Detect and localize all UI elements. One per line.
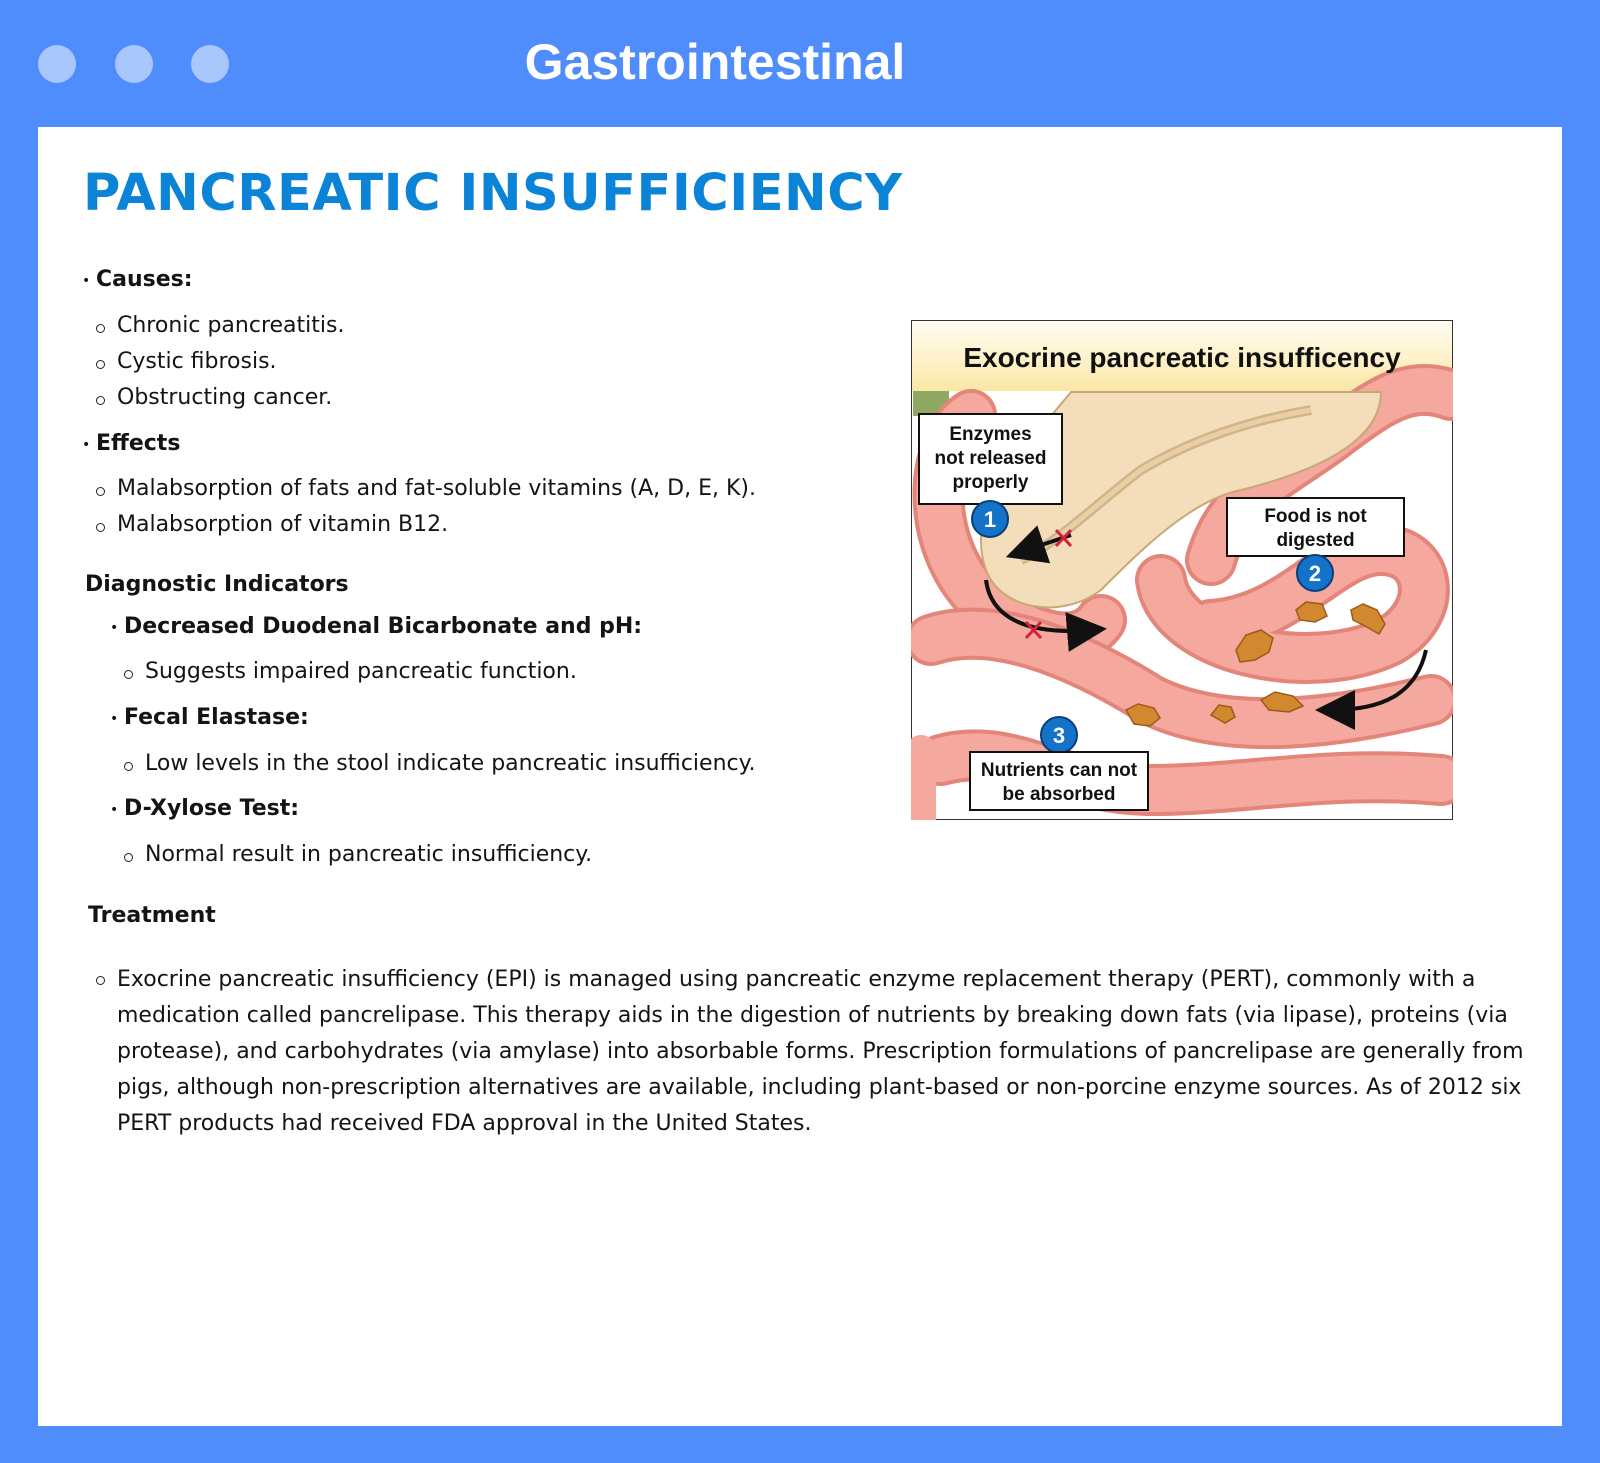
label-nutrients-line: Nutrients can not — [980, 760, 1138, 781]
diagnostic-test-name: • Decreased Duodenal Bicarbonate and pH: — [124, 614, 642, 639]
diagnostic-test-note: Normal result in pancreatic insufficiency. — [145, 842, 593, 867]
label-enzymes-line: not released — [934, 448, 1047, 469]
effects-heading: • Effects — [96, 431, 180, 456]
cause-item: Cystic fibrosis. — [117, 349, 277, 374]
effect-item: Malabsorption of vitamin B12. — [117, 512, 449, 537]
diagnostic-test-name: • D-Xylose Test: — [124, 796, 299, 821]
page-title: PANCREATIC INSUFFICIENCY — [83, 164, 903, 223]
cause-item: Chronic pancreatitis. — [117, 313, 345, 338]
window-title-bar — [0, 0, 1600, 127]
label-nutrients-line: be absorbed — [1002, 784, 1116, 805]
treatment-heading: Treatment — [88, 903, 216, 928]
causes-heading: • Causes: — [96, 267, 193, 292]
diagnostic-test-name: • Fecal Elastase: — [124, 705, 309, 730]
label-food-line: Food is not — [1264, 506, 1367, 527]
page-content — [38, 127, 1562, 1426]
diagnostic-test-note: Suggests impaired pancreatic function. — [145, 659, 577, 684]
treatment-paragraph: Exocrine pancreatic insufficiency (EPI) is managed using pancreatic enzyme replacement therapy (PERT), commonly with a medication called pancrelipase. This therapy aids in the digestion of nutrients by breaking down fats (via lipase), proteins (via protease), and carbohydrates (via amylase) into absorbable forms. Prescription formulations of pancrelipase are generally from pigs, although non-prescription alternatives are available, including plant-based or non-porcine enzyme sources. As of 2012 six PERT products had received FDA approval in the United States. — [117, 962, 1557, 1142]
window-title: Gastrointestinal — [524, 34, 906, 90]
label-enzymes-line: properly — [952, 472, 1029, 493]
step-number: 1 — [983, 507, 997, 532]
label-enzymes-line: Enzymes — [949, 424, 1032, 445]
label-food-line: digested — [1276, 530, 1355, 551]
effect-item: Malabsorption of fats and fat-soluble vitamins (A, D, E, K). — [117, 476, 756, 501]
epi-illustration — [911, 320, 1453, 820]
diagnostic-heading: Diagnostic Indicators — [85, 572, 349, 597]
figure-title: Exocrine pancreatic insufficency — [963, 342, 1401, 373]
step-number: 2 — [1308, 561, 1322, 586]
cause-item: Obstructing cancer. — [117, 385, 333, 410]
step-number: 3 — [1052, 723, 1066, 748]
diagnostic-test-note: Low levels in the stool indicate pancreatic insufficiency. — [145, 751, 756, 776]
